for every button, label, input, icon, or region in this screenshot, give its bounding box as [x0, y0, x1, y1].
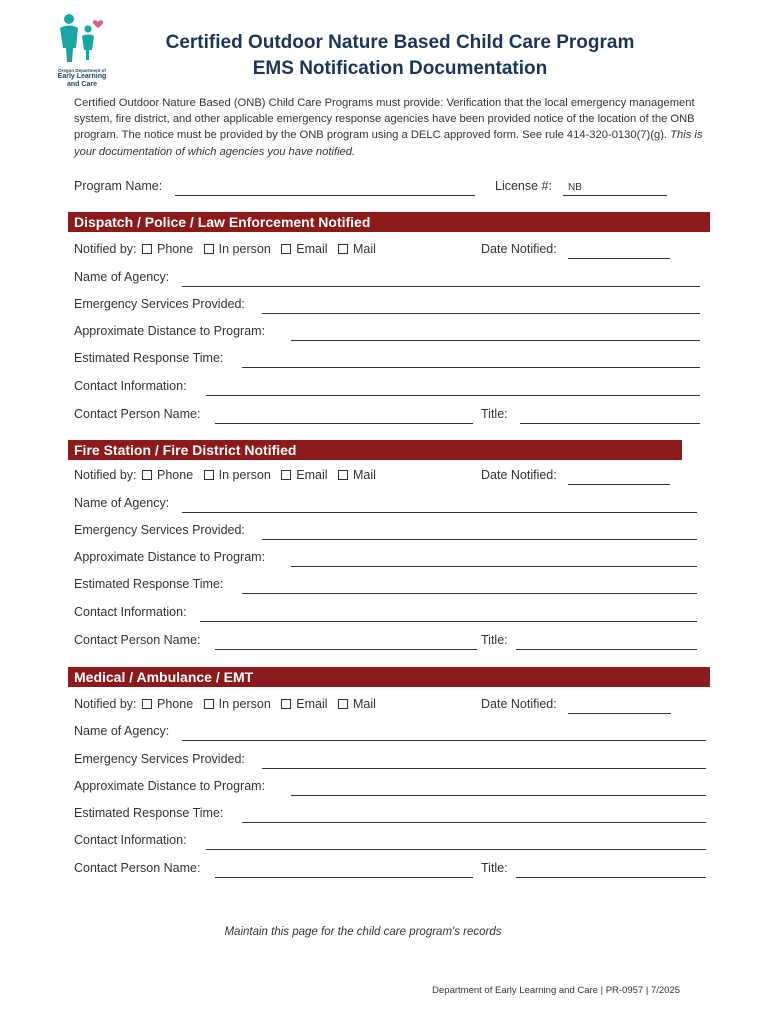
distance-label: Approximate Distance to Program:: [74, 779, 266, 793]
title-label: Title:: [481, 633, 508, 647]
email-option-label: Email: [296, 697, 328, 711]
agency-name-field[interactable]: [182, 512, 697, 513]
mail-checkbox[interactable]: [338, 699, 348, 709]
license-number-field[interactable]: [563, 195, 667, 196]
distance-label: Approximate Distance to Program:: [74, 550, 266, 564]
in-person-option-label: In person: [218, 697, 271, 711]
in-person-option-label: In person: [218, 468, 271, 482]
license-prefix: NB: [568, 182, 582, 193]
agency-name-field[interactable]: [182, 740, 706, 741]
logo-line-1: Early Learning: [57, 73, 107, 80]
agency-name-label: Name of Agency:: [74, 270, 170, 284]
title-field[interactable]: [520, 423, 700, 424]
date-notified-label: Date Notified:: [481, 697, 557, 711]
title-field[interactable]: [516, 649, 697, 650]
services-label: Emergency Services Provided:: [74, 523, 245, 537]
contact-person-label: Contact Person Name:: [74, 633, 201, 647]
agency-name-label: Name of Agency:: [74, 496, 170, 510]
phone-option-label: Phone: [157, 468, 194, 482]
response-time-field[interactable]: [242, 367, 700, 368]
section-dispatch-notified-by: [74, 242, 381, 262]
services-label: Emergency Services Provided:: [74, 752, 245, 766]
section-fire-notified-by: [74, 468, 381, 488]
title-label: Title:: [481, 407, 508, 421]
title-line-2: EMS Notification Documentation: [252, 58, 548, 79]
intro-text: Certified Outdoor Nature Based (ONB) Child Care Programs must provide: Verification that the local emergency management system, fire district, and other applicable emergency response agencies have been provided notice of the location of the ONB program. The notice must be provided by the ONB program using a DELC approved form. See rule 414-320-0130(7)(g).: [74, 97, 695, 142]
program-name-field[interactable]: [175, 195, 475, 196]
contact-info-label: Contact Information:: [74, 379, 187, 393]
logo-line-2: and Care: [67, 81, 97, 88]
section-dispatch-heading: Dispatch / Police / Law Enforcement Notified: [68, 212, 710, 232]
logo-org-small: Oregon Department of: [58, 68, 106, 73]
title-line-1: Certified Outdoor Nature Based Child Care Program: [165, 32, 635, 53]
in-person-checkbox[interactable]: [204, 244, 214, 254]
license-label: License #:: [495, 179, 552, 193]
email-option-label: Email: [296, 468, 328, 482]
distance-field[interactable]: [291, 566, 697, 567]
contact-info-field[interactable]: [206, 849, 706, 850]
response-time-label: Estimated Response Time:: [74, 351, 224, 365]
response-time-label: Estimated Response Time:: [74, 577, 224, 591]
date-notified-field[interactable]: [568, 713, 671, 714]
email-checkbox[interactable]: [281, 244, 291, 254]
phone-checkbox[interactable]: [142, 244, 152, 254]
contact-person-field[interactable]: [215, 649, 477, 650]
section-fire-heading: Fire Station / Fire District Notified: [68, 440, 682, 460]
services-field[interactable]: [262, 768, 706, 769]
in-person-option-label: In person: [218, 242, 271, 256]
date-notified-field[interactable]: [568, 258, 670, 259]
contact-person-field[interactable]: [215, 423, 473, 424]
email-checkbox[interactable]: [281, 699, 291, 709]
response-time-label: Estimated Response Time:: [74, 806, 224, 820]
section-medical-heading: Medical / Ambulance / EMT: [68, 667, 710, 687]
program-name-label: Program Name:: [74, 179, 163, 193]
contact-person-label: Contact Person Name:: [74, 407, 201, 421]
phone-checkbox[interactable]: [142, 470, 152, 480]
email-option-label: Email: [296, 242, 328, 256]
services-field[interactable]: [262, 313, 700, 314]
phone-checkbox[interactable]: [142, 699, 152, 709]
contact-info-label: Contact Information:: [74, 833, 187, 847]
contact-person-label: Contact Person Name:: [74, 861, 201, 875]
agency-name-label: Name of Agency:: [74, 724, 170, 738]
section-medical-notified-by: [74, 697, 381, 717]
distance-field[interactable]: [291, 340, 700, 341]
contact-info-field[interactable]: [206, 395, 700, 396]
contact-info-label: Contact Information:: [74, 605, 187, 619]
intro-paragraph: [74, 95, 710, 160]
response-time-field[interactable]: [242, 593, 697, 594]
in-person-checkbox[interactable]: [204, 699, 214, 709]
phone-option-label: Phone: [157, 242, 194, 256]
notified-by-label: Notified by:: [74, 468, 137, 482]
intro-note: This is your documentation of which agencies you have notified.: [74, 129, 703, 158]
page-title: [0, 30, 770, 82]
mail-option-label: Mail: [353, 242, 376, 256]
date-notified-label: Date Notified:: [481, 468, 557, 482]
services-label: Emergency Services Provided:: [74, 297, 245, 311]
contact-info-field[interactable]: [200, 621, 697, 622]
mail-option-label: Mail: [353, 697, 376, 711]
records-footnote: Maintain this page for the child care program's records: [224, 926, 502, 938]
email-checkbox[interactable]: [281, 470, 291, 480]
date-notified-field[interactable]: [568, 484, 670, 485]
notified-by-label: Notified by:: [74, 697, 137, 711]
title-label: Title:: [481, 861, 508, 875]
distance-label: Approximate Distance to Program:: [74, 324, 266, 338]
title-field[interactable]: [516, 877, 706, 878]
notified-by-label: Notified by:: [74, 242, 137, 256]
mail-checkbox[interactable]: [338, 244, 348, 254]
services-field[interactable]: [262, 539, 697, 540]
mail-option-label: Mail: [353, 468, 376, 482]
phone-option-label: Phone: [157, 697, 194, 711]
agency-name-field[interactable]: [182, 286, 700, 287]
in-person-checkbox[interactable]: [204, 470, 214, 480]
page-footer: Department of Early Learning and Care | PR-0957 | 7/2025: [432, 985, 680, 996]
date-notified-label: Date Notified:: [481, 242, 557, 256]
response-time-field[interactable]: [242, 822, 706, 823]
contact-person-field[interactable]: [215, 877, 473, 878]
distance-field[interactable]: [291, 795, 706, 796]
mail-checkbox[interactable]: [338, 470, 348, 480]
